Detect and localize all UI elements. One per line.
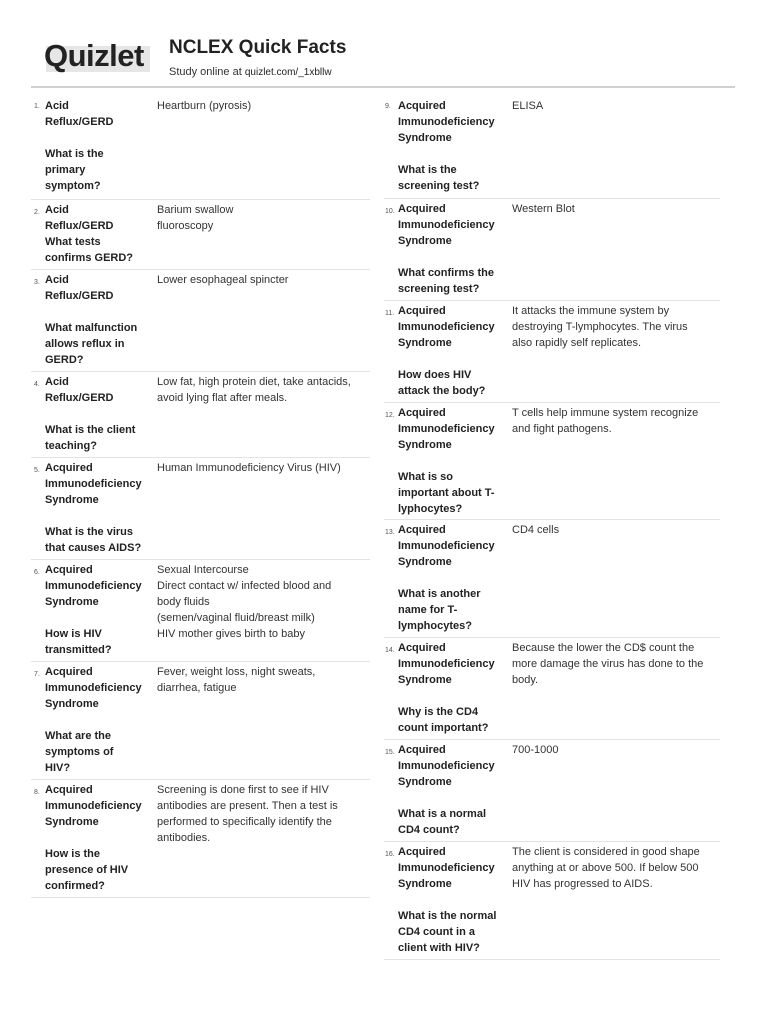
card-number: 8. (34, 789, 40, 796)
flashcard (31, 458, 370, 560)
flashcard (31, 662, 370, 780)
page-header (0, 0, 768, 88)
flashcard (31, 780, 370, 898)
flashcard (31, 200, 370, 270)
card-number: 7. (34, 671, 40, 678)
card-definition: Human Immunodeficiency Virus (HIV) (157, 462, 341, 474)
flashcard (384, 199, 720, 301)
card-term: Acquired Immunodeficiency Syndrome How does HIV attack the body? (398, 305, 495, 397)
flashcard (384, 842, 720, 960)
card-term: Acquired Immunodeficiency Syndrome What confirms the screening test? (398, 203, 495, 295)
card-number: 9. (385, 103, 391, 110)
card-number: 2. (34, 209, 40, 216)
study-online-line (169, 66, 332, 78)
card-term: Acid Reflux/GERD What is the primary symptom? (45, 100, 114, 192)
card-term: Acid Reflux/GERD What is the client teaching? (45, 376, 136, 452)
study-url-link[interactable]: quizlet.com/_1xbllw (244, 67, 332, 78)
card-term: Acquired Immunodeficiency Syndrome What is the screening test? (398, 100, 495, 192)
study-prefix: Study online at (169, 66, 245, 78)
card-number: 10. (385, 208, 395, 215)
card-term: Acquired Immunodeficiency Syndrome What is so important about T- lyphocytes? (398, 407, 495, 515)
flashcard (384, 638, 720, 740)
card-number: 13. (385, 529, 395, 536)
flashcard (31, 98, 370, 200)
card-number: 15. (385, 749, 395, 756)
card-definition: Heartburn (pyrosis) (157, 100, 252, 112)
flashcard (384, 403, 720, 520)
card-definition: It attacks the immune system by destroying T-lymphocytes. The virus also rapidly self replicates. (512, 305, 688, 349)
card-number: 12. (385, 412, 395, 419)
card-number: 14. (385, 647, 395, 654)
card-definition: Screening is done first to see if HIV antibodies are present. Then a test is performed to specifically identify the antibodies. (157, 784, 338, 844)
card-term: Acquired Immunodeficiency Syndrome How is HIV transmitted? (45, 564, 142, 656)
right-column (384, 98, 720, 960)
flashcard (384, 740, 720, 842)
card-number: 16. (385, 851, 395, 858)
left-column (31, 98, 370, 898)
card-term: Acquired Immunodeficiency Syndrome What is another name for T- lymphocytes? (398, 524, 495, 632)
card-definition: Western Blot (512, 203, 575, 215)
flashcard (384, 520, 720, 638)
card-term: Acquired Immunodeficiency Syndrome How is the presence of HIV confirmed? (45, 784, 142, 892)
card-definition: Because the lower the CD$ count the more damage the virus has done to the body. (512, 642, 704, 686)
card-term: Acquired Immunodeficiency Syndrome What is the normal CD4 count in a client with HIV? (398, 846, 497, 954)
flashcard (31, 270, 370, 372)
card-definition: Fever, weight loss, night sweats, diarrhea, fatigue (157, 666, 316, 694)
card-definition: Low fat, high protein diet, take antacids, avoid lying flat after meals. (157, 376, 351, 404)
flashcard (31, 560, 370, 662)
card-definition: ELISA (512, 100, 544, 112)
flashcard (384, 98, 720, 199)
card-term: Acquired Immunodeficiency Syndrome What are the symptoms of HIV? (45, 666, 142, 774)
card-term: Acquired Immunodeficiency Syndrome What is a normal CD4 count? (398, 744, 495, 836)
card-number: 4. (34, 381, 40, 388)
card-number: 1. (34, 103, 40, 110)
card-term: Acquired Immunodeficiency Syndrome What is the virus that causes AIDS? (45, 462, 142, 554)
card-term: Acid Reflux/GERD What tests confirms GERD? (45, 204, 134, 264)
header-divider (31, 86, 735, 88)
flashcard (31, 372, 370, 458)
card-number: 3. (34, 279, 40, 286)
card-term: Acid Reflux/GERD What malfunction allows reflux in GERD? (45, 274, 138, 366)
card-term: Acquired Immunodeficiency Syndrome Why is the CD4 count important? (398, 642, 495, 734)
card-definition: 700-1000 (512, 744, 559, 756)
card-number: 5. (34, 467, 40, 474)
card-definition: Sexual Intercourse Direct contact w/ infected blood and body fluids (semen/vaginal fluid/breast milk) HIV mother gives birth to baby (157, 564, 332, 640)
quizlet-logo: Quizlet (44, 38, 144, 73)
card-number: 6. (34, 569, 40, 576)
flashcard (384, 301, 720, 403)
card-definition: Lower esophageal spincter (157, 274, 289, 286)
card-definition: Barium swallow fluoroscopy (157, 204, 234, 232)
card-definition: CD4 cells (512, 524, 560, 536)
page-title: NCLEX Quick Facts (169, 37, 347, 58)
card-definition: T cells help immune system recognize and fight pathogens. (512, 407, 699, 435)
card-number: 11. (385, 310, 395, 317)
card-definition: The client is considered in good shape anything at or above 500. If below 500 HIV has progressed to AIDS. (512, 846, 700, 890)
